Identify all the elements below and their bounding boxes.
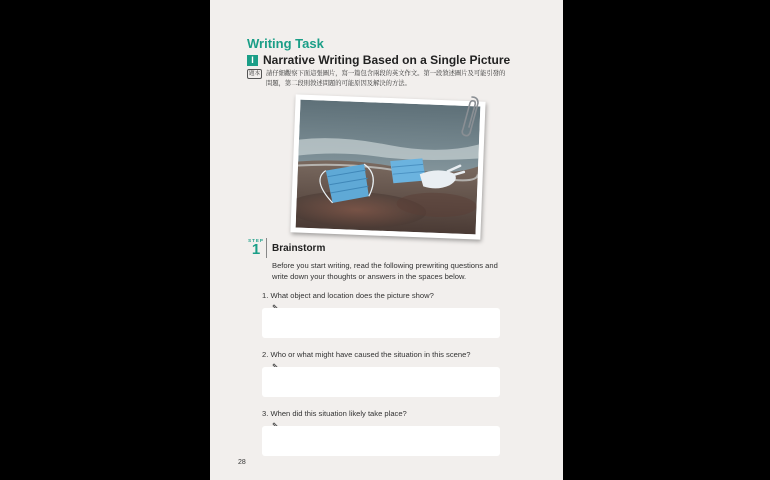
question-3: 3. When did this situation likely take place? bbox=[262, 409, 407, 418]
step-marker bbox=[248, 238, 264, 256]
page-number: 28 bbox=[238, 459, 246, 466]
step-divider bbox=[266, 238, 267, 258]
section-title: Writing Task bbox=[247, 36, 324, 51]
step-number: 1 bbox=[251, 241, 261, 258]
task-heading bbox=[247, 53, 510, 67]
beach-masks-photo bbox=[296, 100, 481, 235]
answer-box-3[interactable] bbox=[262, 426, 500, 456]
textbook-page bbox=[210, 0, 563, 480]
answer-box-1[interactable] bbox=[262, 308, 500, 338]
task-number-badge: I bbox=[247, 55, 258, 66]
paperclip-icon bbox=[460, 93, 482, 139]
instruction-text: 請仔細觀察下面這張圖片，寫一篇包含兩段的英文作文。第一段敘述圖片及可能引發的問題，第二段則敘述問題的可能原因及解決的方法。 bbox=[266, 70, 506, 87]
instruction-block bbox=[247, 69, 507, 88]
question-1: 1. What object and location does the picture show? bbox=[262, 291, 434, 300]
instruction-label: 題本 bbox=[249, 71, 261, 77]
step-title: Brainstorm bbox=[272, 243, 326, 254]
picture-frame bbox=[290, 94, 485, 239]
step-intro: Before you start writing, read the following prewriting questions and write down your thoughts or answers in the spaces below. bbox=[272, 261, 498, 281]
step-label: STEP bbox=[248, 238, 264, 243]
answer-box-2[interactable] bbox=[262, 367, 500, 397]
question-2: 2. Who or what might have caused the situation in this scene? bbox=[262, 350, 471, 359]
task-title: Narrative Writing Based on a Single Picture bbox=[263, 53, 511, 67]
